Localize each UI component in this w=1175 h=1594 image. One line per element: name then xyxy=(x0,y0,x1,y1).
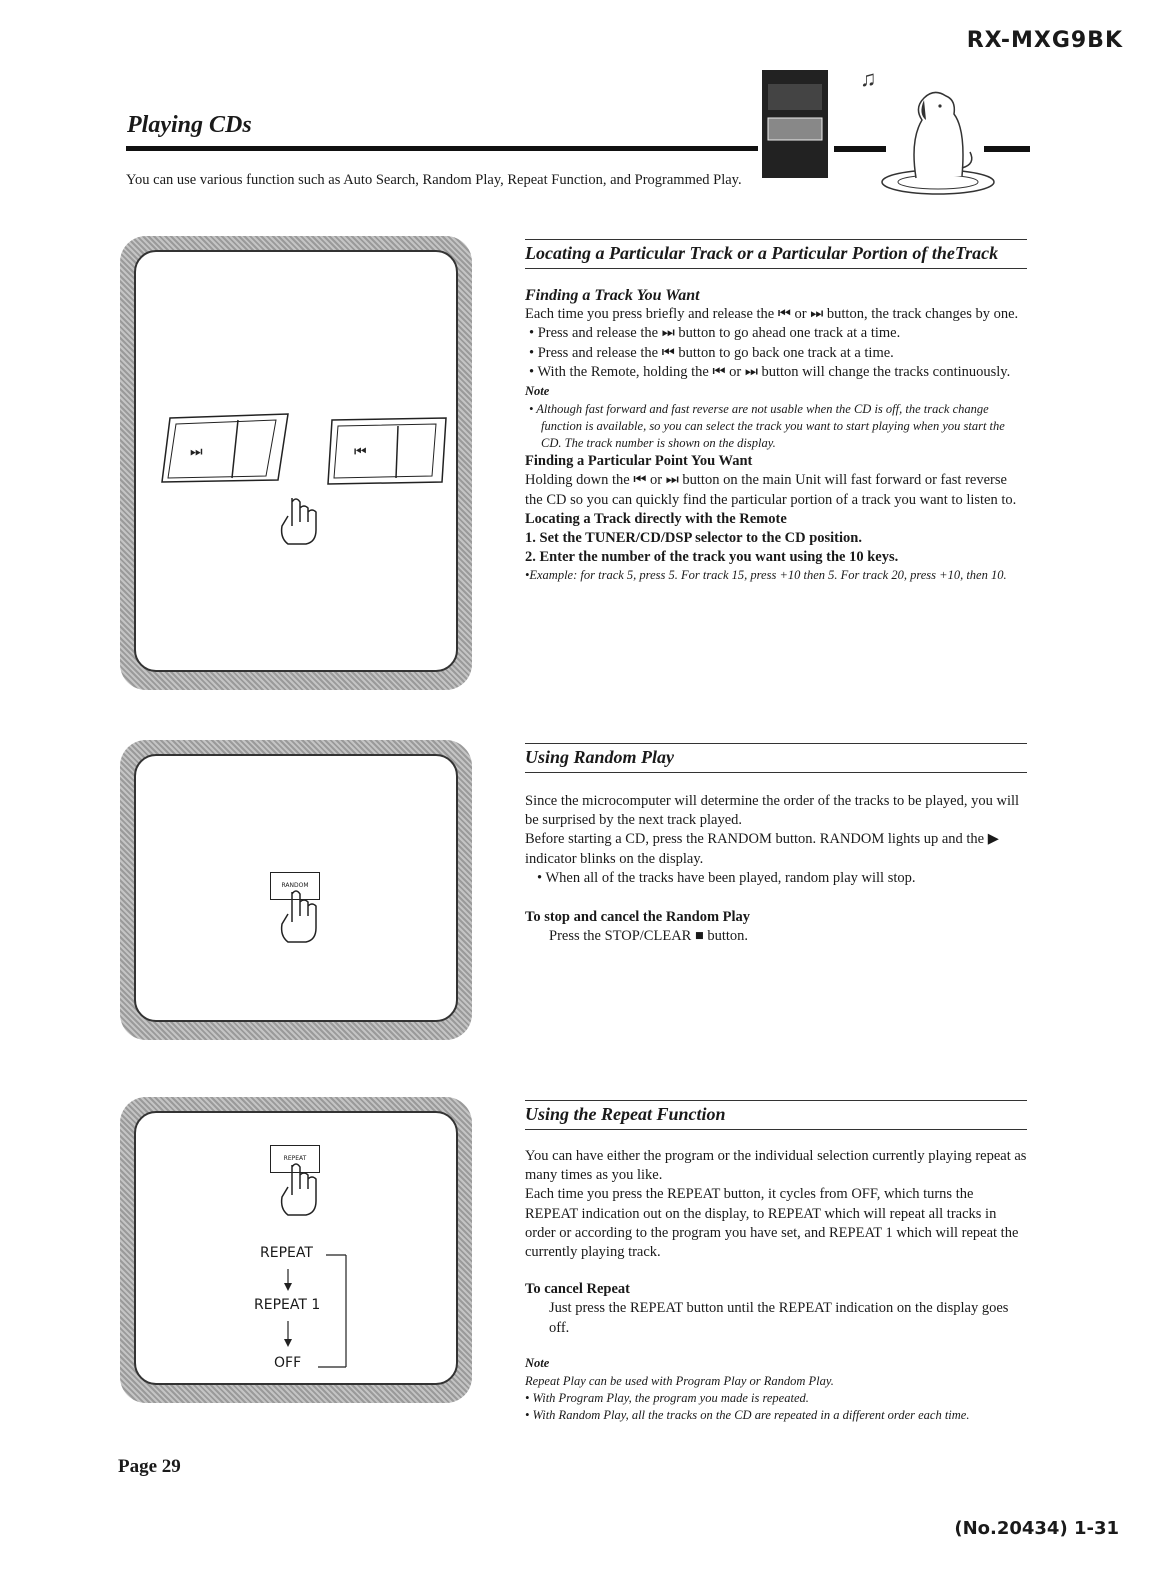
section-body-random xyxy=(525,792,1027,946)
bullet-item: • Press and release the ⏮ button to go back one track at a time. xyxy=(529,344,894,361)
sub-heading-stop-random: To stop and cancel the Random Play xyxy=(525,909,751,926)
intro-text: You can use various function such as Auto Search, Random Play, Repeat Function, and Programmed Play. xyxy=(126,172,742,188)
random-key: RANDOM xyxy=(270,872,320,900)
bullet-item: • Press and release the ⏭ button to go ahead one track at a time. xyxy=(529,325,901,342)
step-2: 2. Enter the number of the track you want using the 10 keys. xyxy=(525,549,899,566)
hand-pointer-icon xyxy=(278,888,338,948)
paragraph: Each time you press briefly and release the ⏮ or ⏭ button, the track changes by one. xyxy=(525,306,1019,323)
cycle-repeat-1: REPEAT 1 xyxy=(254,1297,321,1313)
paragraph: Since the microcomputer will determine the order of the tracks to be played, you will be surprised by the next track played. xyxy=(525,793,1020,829)
hand-pointer-icon xyxy=(278,1161,338,1221)
repeat-button-illustration xyxy=(120,1097,472,1403)
section-body-repeat xyxy=(525,1147,1027,1424)
svg-text:♫: ♫ xyxy=(860,66,877,91)
section-heading-repeat: Using the Repeat Function xyxy=(525,1100,1027,1130)
svg-text:⏮: ⏮ xyxy=(354,444,367,460)
section-body-locate xyxy=(525,286,1027,584)
bullet-item: • When all of the tracks have been played, random play will stop. xyxy=(537,869,916,886)
bullet-item: • With the Remote, holding the ⏮ or ⏭ button will change the tracks continuously. xyxy=(529,363,1011,380)
note-text: Repeat Play can be used with Program Play or Random Play. xyxy=(525,1374,834,1389)
section-heading-random: Using Random Play xyxy=(525,743,1027,773)
step-1: 1. Set the TUNER/CD/DSP selector to the CD position. xyxy=(525,530,862,547)
cycle-arrows-icon xyxy=(270,1247,360,1377)
paragraph: You can have either the program or the individual selection currently playing repeat as many times as you like. xyxy=(525,1148,1027,1184)
model-number: RX-MXG9BK xyxy=(966,28,1123,53)
example-text: •Example: for track 5, press 5. For track 15, press +10 then 5. For track 20, press +10, then 10. xyxy=(525,568,1007,583)
note-text: • With Random Play, all the tracks on the CD are repeated in a different order each time. xyxy=(525,1408,970,1423)
dog-and-unit-icon xyxy=(756,60,1036,200)
random-button-illustration xyxy=(120,740,472,1040)
cycle-off: OFF xyxy=(274,1355,302,1371)
sub-heading-find-track: Finding a Track You Want xyxy=(525,287,700,304)
document-number: (No.20434) 1-31 xyxy=(954,1518,1119,1539)
svg-text:⏭: ⏭ xyxy=(190,444,203,460)
repeat-key: REPEAT xyxy=(270,1145,320,1173)
title-rule xyxy=(126,146,758,151)
page-title: Playing CDs xyxy=(127,112,252,138)
skip-buttons-icon xyxy=(156,406,456,586)
section-heading-locate: Locating a Particular Track or a Particular Portion of theTrack xyxy=(525,239,1027,269)
sub-heading-find-point: Finding a Particular Point You Want xyxy=(525,453,753,470)
paragraph: Just press the REPEAT button until the REPEAT indication on the display goes off. xyxy=(549,1300,1009,1336)
note-text: • Although fast forward and fast reverse are not usable when the CD is off, the track change function is available, so you can select the track you want to start playing when you start the CD. The track number is shown on the display. xyxy=(529,402,1005,451)
page-number: Page 29 xyxy=(118,1456,181,1477)
paragraph: Each time you press the REPEAT button, it cycles from OFF, which turns the REPEAT indication out on the display, to REPEAT which will repeat all tracks in order or according to the program you have set, and REPEAT 1 which will repeat the currently playing track. xyxy=(525,1186,1019,1261)
note-label: Note xyxy=(525,1355,550,1370)
note-text: • With Program Play, the program you made is repeated. xyxy=(525,1391,809,1406)
paragraph: Before starting a CD, press the RANDOM button. RANDOM lights up and the ▶ indicator blinks on the display. xyxy=(525,831,999,867)
sub-heading-remote: Locating a Track directly with the Remote xyxy=(525,510,787,527)
note-label: Note xyxy=(525,384,550,399)
cycle-repeat: REPEAT xyxy=(260,1245,313,1261)
sub-heading-cancel-repeat: To cancel Repeat xyxy=(525,1281,630,1298)
paragraph: Holding down the ⏮ or ⏭ button on the main Unit will fast forward or fast reverse the CD so you can quickly find the particular portion of a track you want to listen to. xyxy=(525,472,1017,508)
skip-buttons-illustration xyxy=(120,236,472,690)
paragraph: Press the STOP/CLEAR ■ button. xyxy=(549,928,749,945)
